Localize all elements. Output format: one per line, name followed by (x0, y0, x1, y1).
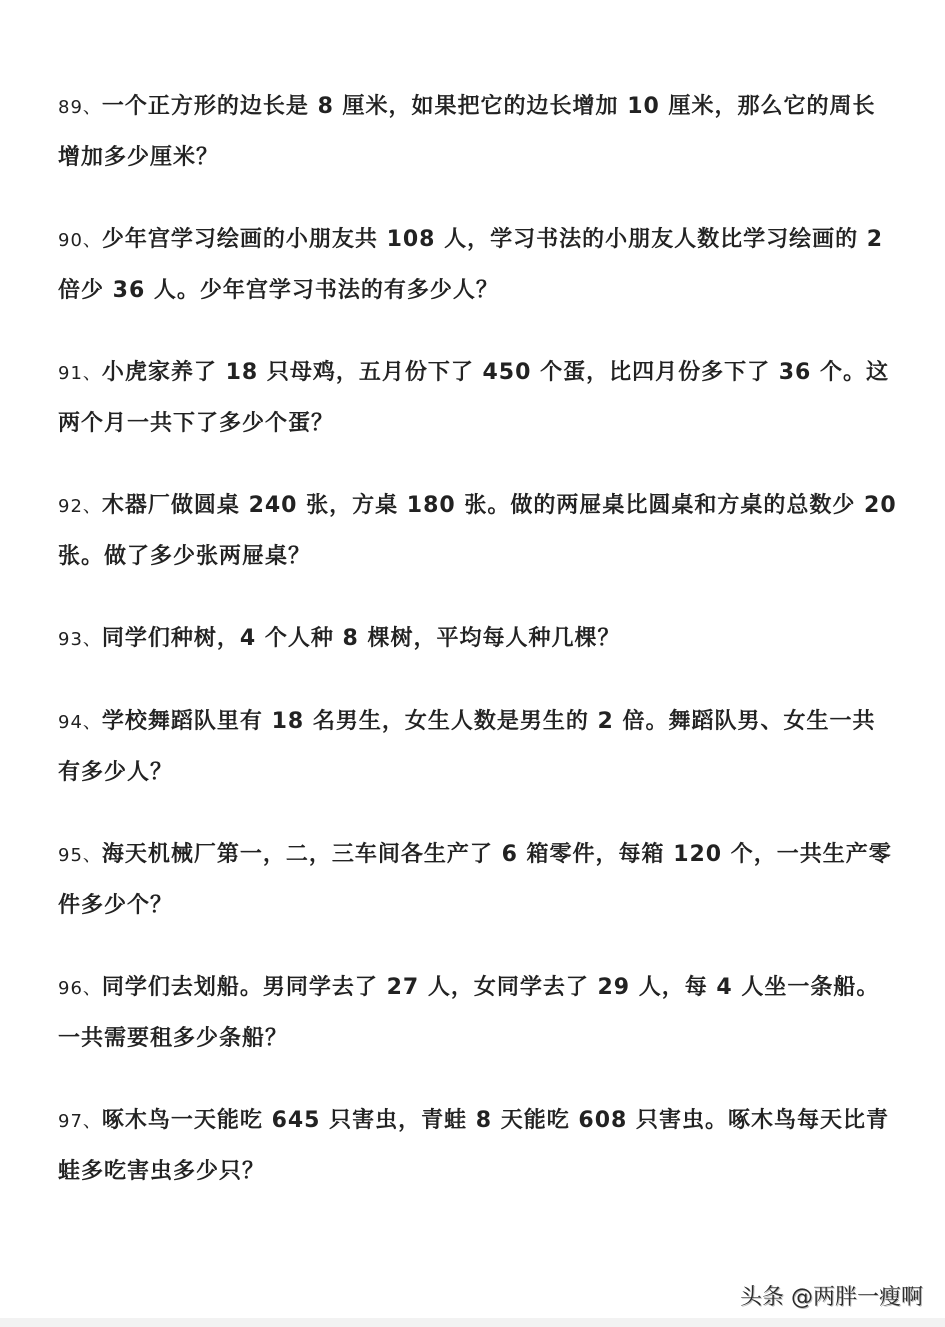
problem-item (58, 697, 898, 798)
problem-number: 94、 (58, 712, 102, 733)
problem-text: 同学们去划船。男同学去了 27 人，女同学去了 29 人，每 4 人坐一条船。一共需要租多少条船？ (58, 975, 880, 1051)
problem-item (58, 481, 898, 582)
problem-text: 学校舞蹈队里有 18 名男生，女生人数是男生的 2 倍。舞蹈队男、女生一共有多少人？ (58, 709, 876, 785)
problem-number: 92、 (58, 496, 102, 517)
problem-text: 木器厂做圆桌 240 张，方桌 180 张。做的两屉桌比圆桌和方桌的总数少 20 张。做了多少张两屉桌？ (58, 493, 897, 569)
problem-number: 93、 (58, 629, 102, 650)
problem-text: 海天机械厂第一，二，三车间各生产了 6 箱零件，每箱 120 个，一共生产零件多少个？ (58, 842, 892, 918)
problem-number: 91、 (58, 363, 102, 384)
problem-number: 89、 (58, 97, 102, 118)
problem-number: 97、 (58, 1111, 102, 1132)
problem-text: 同学们种树，4 个人种 8 棵树，平均每人种几棵？ (101, 626, 621, 651)
problem-number: 90、 (58, 230, 102, 251)
problem-text: 一个正方形的边长是 8 厘米，如果把它的边长增加 10 厘米，那么它的周长增加多少厘米？ (58, 94, 876, 170)
problem-item (58, 963, 898, 1064)
problem-item (58, 348, 898, 449)
problem-item (58, 614, 898, 665)
problem-item (58, 215, 898, 316)
problem-item (58, 1096, 898, 1197)
watermark: 头条 @两胖一瘦啊 (740, 1285, 923, 1310)
problem-item (58, 830, 898, 931)
problem-item (58, 82, 898, 183)
problem-number: 95、 (58, 845, 102, 866)
problem-text: 啄木鸟一天能吃 645 只害虫，青蛙 8 天能吃 608 只害虫。啄木鸟每天比青蛙多吃害虫多少只？ (58, 1108, 890, 1184)
problem-text: 少年宫学习绘画的小朋友共 108 人，学习书法的小朋友人数比学习绘画的 2 倍少 36 人。少年宫学习书法的有多少人？ (58, 227, 884, 303)
bottom-strip (0, 1318, 945, 1327)
problem-text: 小虎家养了 18 只母鸡，五月份下了 450 个蛋，比四月份多下了 36 个。这两个月一共下了多少个蛋？ (58, 360, 890, 436)
problem-list (58, 82, 898, 1229)
problem-number: 96、 (58, 978, 102, 999)
